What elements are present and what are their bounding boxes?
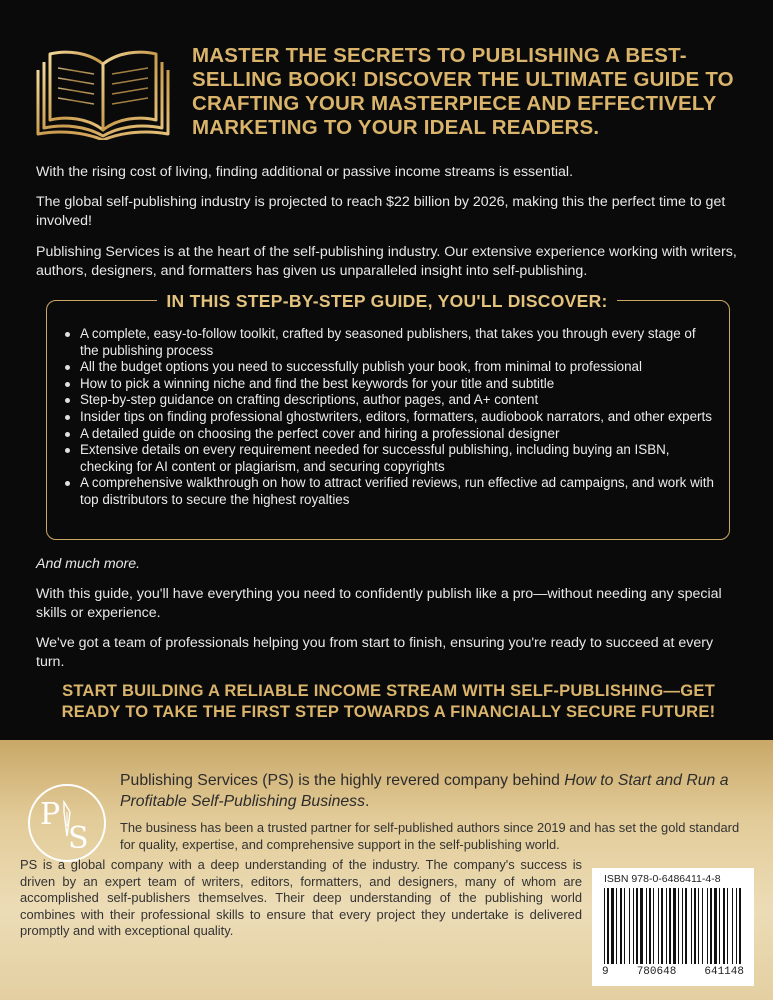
isbn-barcode <box>592 868 754 986</box>
list-item: Insider tips on finding professional ghostwriters, editors, formatters, audiobook narrators, and other experts <box>64 409 714 426</box>
list-item: Extensive details on every requirement needed for successful publishing, including buying an ISBN, checking for AI content or plagiarism, and securing copyrights <box>64 442 714 475</box>
list-item: How to pick a winning niche and find the best keywords for your title and subtitle <box>64 376 714 393</box>
svg-text:P: P <box>40 797 61 832</box>
and-much-more: And much more. <box>36 556 141 572</box>
ps-monogram-logo <box>26 782 108 864</box>
open-book-icon <box>36 44 170 140</box>
list-item: All the budget options you need to successfully publish your book, from minimal to professional <box>64 359 714 376</box>
intro-paragraph-3: Publishing Services is at the heart of the self-publishing industry. Our extensive experience working with writers, authors, designers, and formatters has given us unparalleled insight into self-publishing. <box>36 244 737 279</box>
svg-text:S: S <box>68 821 89 856</box>
guide-list <box>64 326 714 509</box>
list-item: A complete, easy-to-follow toolkit, crafted by seasoned publishers, that takes you through every stage of the publishing process <box>64 326 714 359</box>
list-item: A detailed guide on choosing the perfect cover and hiring a professional designer <box>64 426 714 443</box>
list-item: Step-by-step guidance on crafting descriptions, author pages, and A+ content <box>64 392 714 409</box>
call-to-action: START BUILDING A RELIABLE INCOME STREAM WITH SELF-PUBLISHING—GET READY TO TAKE THE FIRST STEP TOWARDS A FINANCIALLY SECURE FUTURE! <box>61 681 716 721</box>
book-title: How to Start and Run a Profitable Self-Publishing Business <box>120 772 729 810</box>
about-paragraph-3: PS is a global company with a deep understanding of the industry. The company's success is driven by an expert team of writers, editors, formatters, and designers, many of whom are accomplished self-publishers themselves. Their deep understanding of the publishing world combines with their professional skills to ensure that every project they undertake is delivered promptly and with exceptional quality. <box>20 857 582 938</box>
guide-title: IN THIS STEP-BY-STEP GUIDE, YOU'LL DISCOVER: <box>157 290 617 312</box>
about-paragraph-2: The business has been a trusted partner for self-published authors since 2019 and has set the gold standard for quality, expertise, and comprehensive support in the self-publishing world. <box>120 820 740 852</box>
isbn-label: ISBN 978-0-6486411-4-8 <box>604 873 721 885</box>
list-item: A comprehensive walkthrough on how to attract verified reviews, run effective ad campaigns, and work with top distributors to secure the highest royalties <box>64 475 714 508</box>
outro-paragraph-1: With this guide, you'll have everything you need to confidently publish like a pro—without needing any special skills or experience. <box>36 586 722 621</box>
headline: MASTER THE SECRETS TO PUBLISHING A BEST-SELLING BOOK! DISCOVER THE ULTIMATE GUIDE TO CRAFTING YOUR MASTERPIECE AND EFFECTIVELY MARKETING TO YOUR IDEAL READERS. <box>192 44 734 139</box>
intro-paragraph-1: With the rising cost of living, finding additional or passive income streams is essential. <box>36 164 574 180</box>
outro-paragraph-2: We've got a team of professionals helping you from start to finish, ensuring you're ready to succeed at every turn. <box>36 635 714 670</box>
about-lead: Publishing Services (PS) is the highly revered company behind How to Start and Run a Profitable Self-Publishing Business. <box>120 772 729 810</box>
intro-paragraph-2: The global self-publishing industry is projected to reach $22 billion by 2026, making this the perfect time to get involved! <box>36 194 726 229</box>
barcode-digits: 9 780648 641148 <box>602 966 744 978</box>
barcode-bars <box>602 888 744 964</box>
